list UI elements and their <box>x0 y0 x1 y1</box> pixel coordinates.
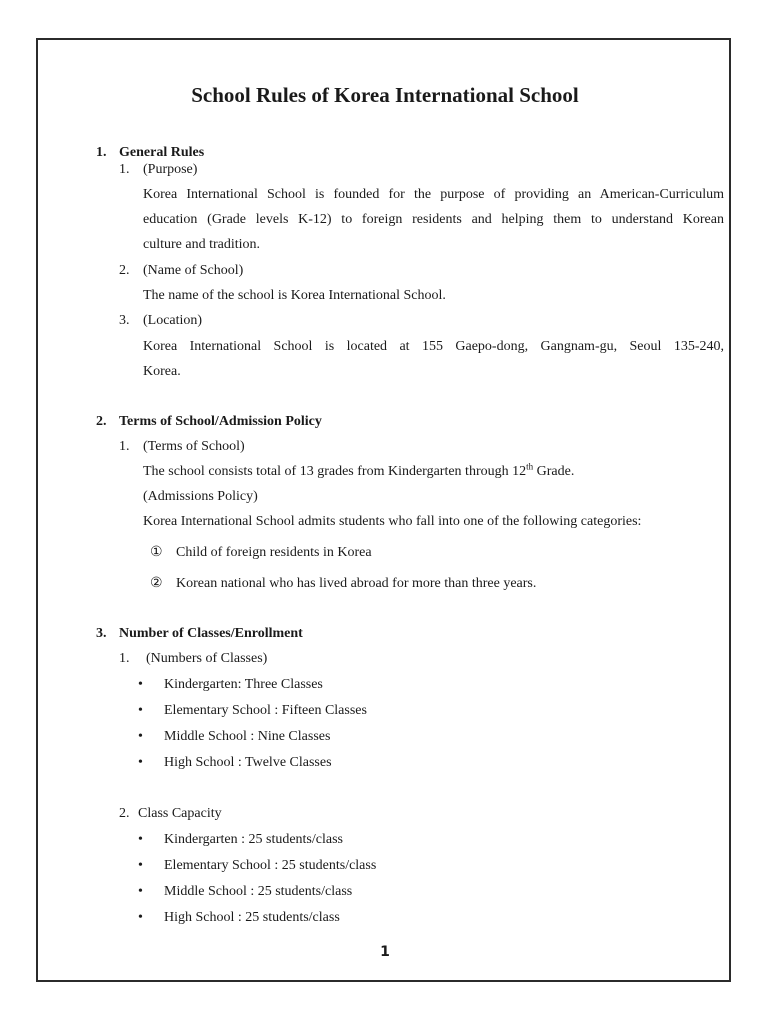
item-title-location: (Location) <box>143 313 203 328</box>
list-item: Kindergarten : 25 students/class <box>164 832 343 847</box>
location-text-line: Korea International School is located at 155 Gaepo-dong, Gangnam-gu, Seoul 135-240, <box>143 339 724 354</box>
item-number: 2. <box>119 806 130 821</box>
list-item: Elementary School : Fifteen Classes <box>164 703 367 718</box>
section-number: 1. <box>96 145 107 160</box>
list-item: Middle School : 25 students/class <box>164 884 353 899</box>
item-title-terms-of-school: (Terms of School) <box>143 439 245 454</box>
list-item: High School : Twelve Classes <box>164 755 332 770</box>
page-number: 1 <box>380 944 390 960</box>
section-number: 3. <box>96 626 107 641</box>
section-title-classes-enrollment: Number of Classes/Enrollment <box>119 626 303 641</box>
item-title-numbers-of-classes: (Numbers of Classes) <box>146 651 268 666</box>
bullet-icon: • <box>138 832 143 847</box>
item-title-name-of-school: (Name of School) <box>143 263 244 278</box>
list-item: Elementary School : 25 students/class <box>164 858 377 873</box>
section-number: 2. <box>96 414 107 429</box>
admissions-policy-title: (Admissions Policy) <box>143 489 258 504</box>
bullet-icon: • <box>138 755 143 770</box>
bullet-icon: • <box>138 858 143 873</box>
document-title: School Rules of Korea International School <box>191 83 579 107</box>
list-item: Middle School : Nine Classes <box>164 729 331 744</box>
category-text: Child of foreign residents in Korea <box>176 545 372 560</box>
item-number: 2. <box>119 263 130 278</box>
category-text: Korean national who has lived abroad for more than three years. <box>176 576 537 591</box>
section-title-terms-admission: Terms of School/Admission Policy <box>119 414 322 429</box>
section-title-general-rules: General Rules <box>119 145 205 160</box>
item-title-class-capacity: Class Capacity <box>138 806 222 821</box>
purpose-text-line: culture and tradition. <box>143 237 261 252</box>
item-number: 1. <box>119 439 130 454</box>
terms-of-school-text <box>143 463 574 481</box>
item-number: 3. <box>119 313 130 328</box>
purpose-text-line: Korea International School is founded for the purpose of providing an American-Curriculum <box>143 187 724 202</box>
location-text-line: Korea. <box>143 364 181 379</box>
terms-text-main: The school consists total of 13 grades from Kindergarten through 12 <box>143 464 527 479</box>
ordinal-suffix: th <box>526 461 534 472</box>
item-title-purpose: (Purpose) <box>143 162 198 177</box>
admissions-policy-text: Korea International School admits students who fall into one of the following categories: <box>143 514 642 529</box>
category-marker: ② <box>150 576 163 591</box>
list-item: Kindergarten: Three Classes <box>164 677 323 692</box>
bullet-icon: • <box>138 729 143 744</box>
bullet-icon: • <box>138 703 143 718</box>
item-number: 1. <box>119 651 130 666</box>
category-marker: ① <box>150 545 163 560</box>
name-of-school-text: The name of the school is Korea International School. <box>143 288 446 303</box>
bullet-icon: • <box>138 910 143 925</box>
terms-text-end: Grade. <box>533 464 575 479</box>
bullet-icon: • <box>138 677 143 692</box>
list-item: High School : 25 students/class <box>164 910 340 925</box>
bullet-icon: • <box>138 884 143 899</box>
item-number: 1. <box>119 162 130 177</box>
purpose-text-line: education (Grade levels K-12) to foreign residents and helping them to understand Korean <box>143 212 724 227</box>
